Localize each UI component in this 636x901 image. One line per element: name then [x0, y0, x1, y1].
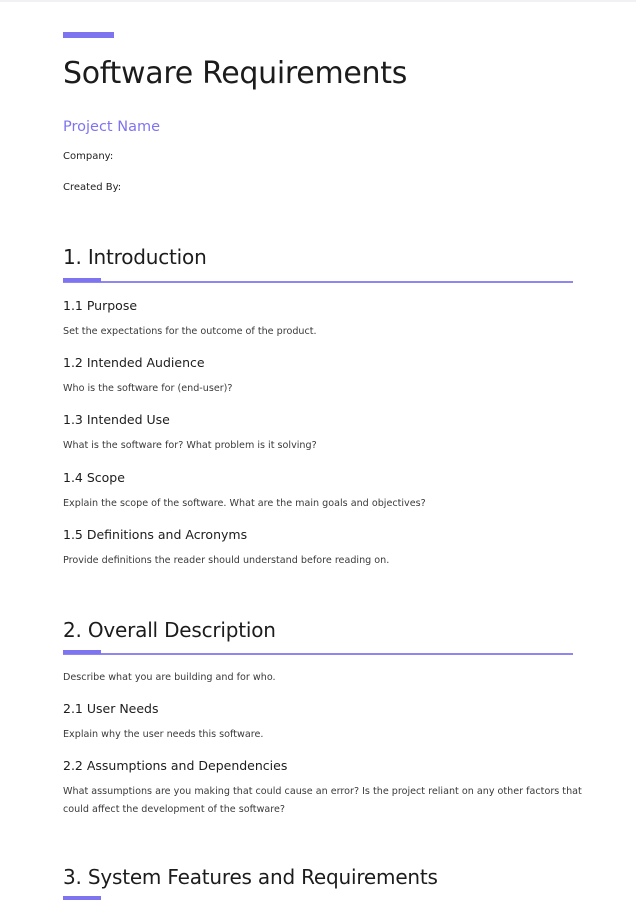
company-label: Company:	[63, 151, 114, 162]
document-title: Software Requirements	[63, 56, 408, 91]
subsection-body-user-needs: Explain why the user needs this software.	[63, 729, 264, 740]
project-name: Project Name	[63, 119, 160, 135]
subsection-body-purpose: Set the expectations for the outcome of the product.	[63, 326, 317, 337]
subsection-body-definitions: Provide definitions the reader should understand before reading on.	[63, 555, 390, 566]
subsection-heading-definitions: 1.5 Definitions and Acronyms	[63, 527, 248, 542]
created-by-label: Created By:	[63, 182, 122, 193]
section-intro-overall-description: Describe what you are building and for who.	[63, 672, 276, 683]
title-accent-bar	[63, 32, 114, 38]
section-heading-system-features: 3. System Features and Requirements	[63, 865, 438, 889]
subsection-heading-purpose: 1.1 Purpose	[63, 298, 138, 313]
subsection-heading-intended-audience: 1.2 Intended Audience	[63, 355, 205, 370]
subsection-heading-user-needs: 2.1 User Needs	[63, 701, 159, 716]
top-border	[0, 0, 636, 2]
section-divider	[63, 650, 573, 655]
subsection-heading-intended-use: 1.3 Intended Use	[63, 412, 170, 427]
subsection-body-scope: Explain the scope of the software. What are the main goals and objectives?	[63, 498, 426, 509]
subsection-heading-assumptions: 2.2 Assumptions and Dependencies	[63, 758, 288, 773]
section-divider-accent	[63, 896, 573, 901]
section-heading-introduction: 1. Introduction	[63, 245, 207, 269]
subsection-body-intended-audience: Who is the software for (end-user)?	[63, 383, 233, 394]
section-heading-overall-description: 2. Overall Description	[63, 618, 276, 642]
subsection-heading-scope: 1.4 Scope	[63, 470, 125, 485]
subsection-body-intended-use: What is the software for? What problem is it solving?	[63, 440, 317, 451]
subsection-body-assumptions: What assumptions are you making that could cause an error? Is the project reliant on any other factors that could affect the development of the software?	[63, 786, 582, 815]
section-divider	[63, 278, 573, 283]
